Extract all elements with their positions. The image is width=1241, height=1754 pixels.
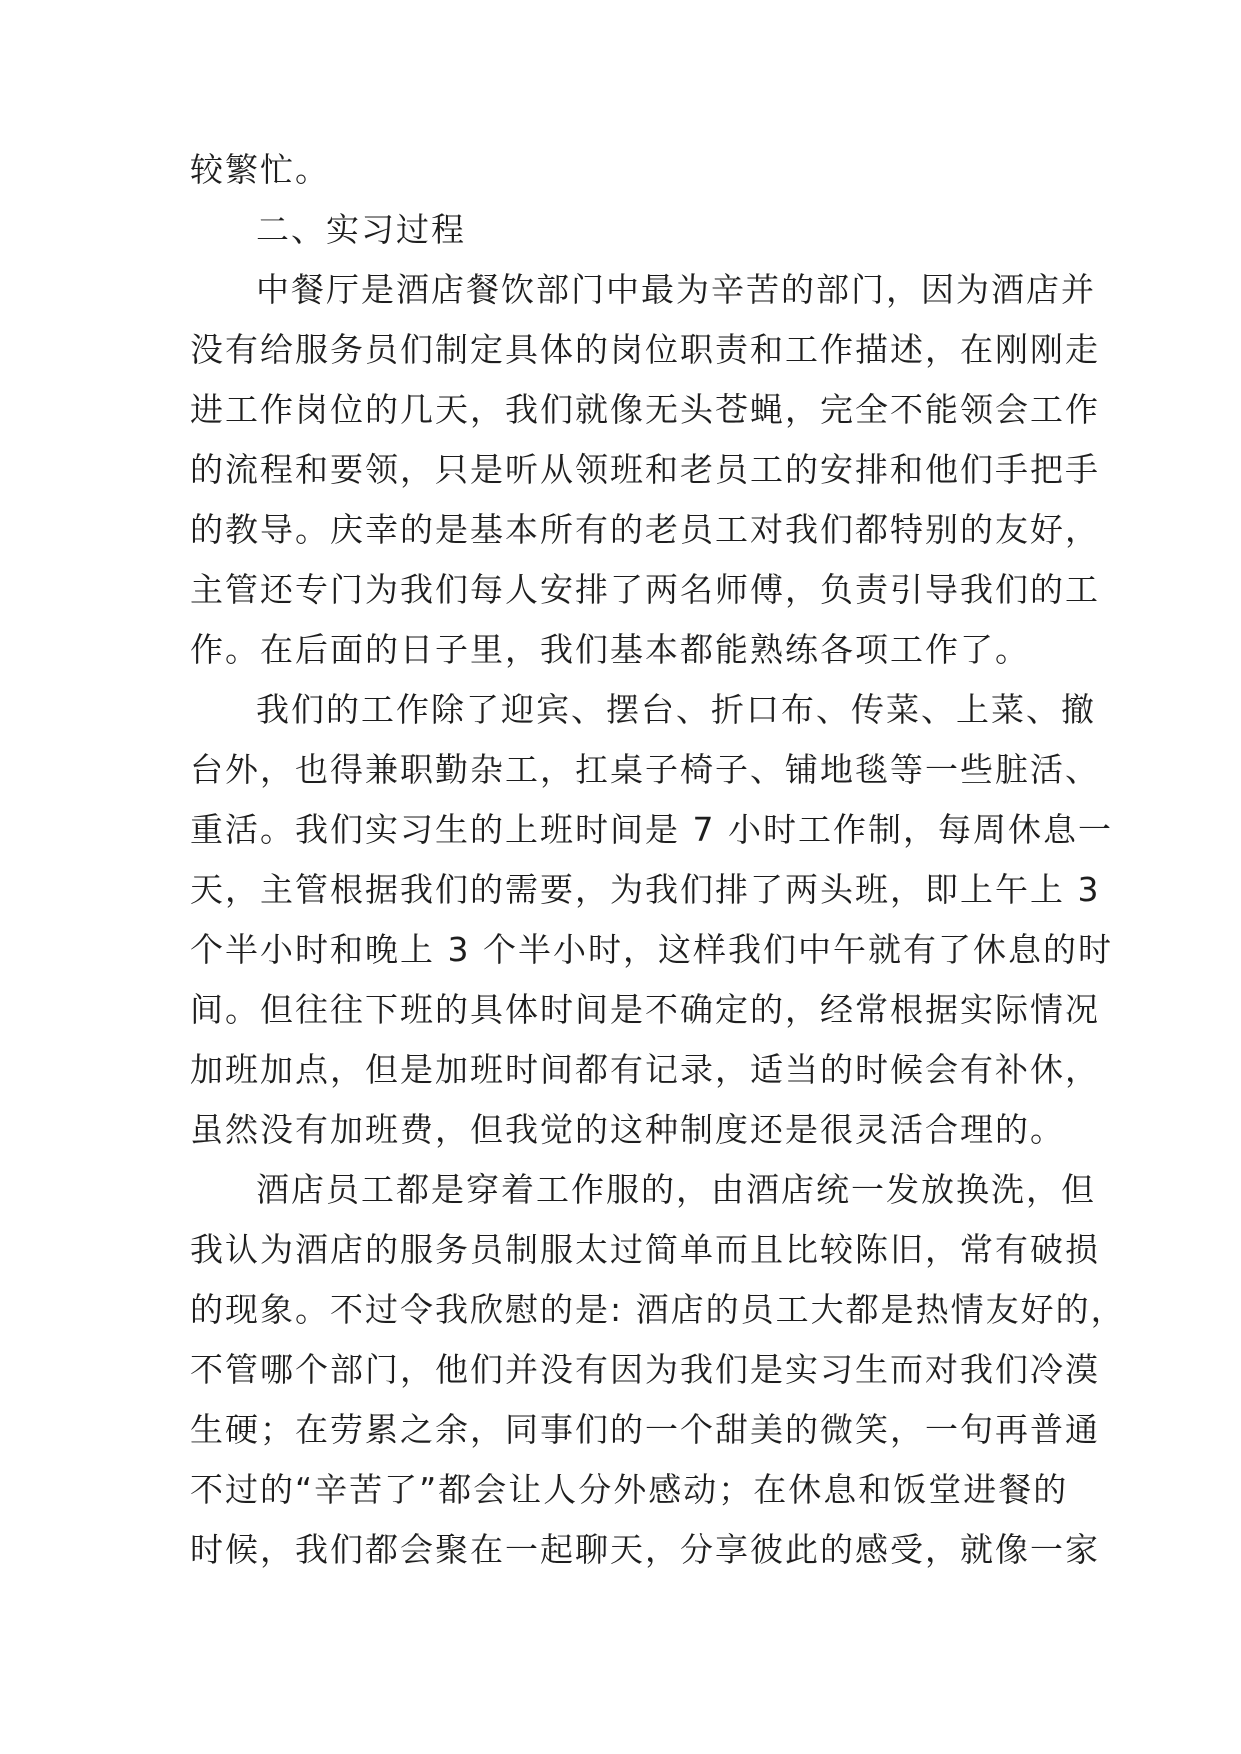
text-line: 重活。我们实习生的上班时间是 7 小时工作制，每周休息一 (190, 810, 1113, 849)
text-line: 没有给服务员们制定具体的岗位职责和工作描述，在刚刚走 (190, 330, 1100, 369)
text-line: 不过的“辛苦了”都会让人分外感动；在休息和饭堂进餐的 (190, 1470, 1069, 1509)
text-line: 生硬；在劳累之余，同事们的一个甜美的微笑，一句再普通 (190, 1410, 1100, 1449)
text-line: 天，主管根据我们的需要，为我们排了两头班，即上午上 3 (190, 870, 1101, 909)
text-line: 我们的工作除了迎宾、摆台、折口布、传菜、上菜、撤 (256, 690, 1096, 729)
text-line: 主管还专门为我们每人安排了两名师傅，负责引导我们的工 (190, 570, 1100, 609)
text-line: 台外，也得兼职勤杂工，扛桌子椅子、铺地毯等一些脏活、 (190, 750, 1100, 789)
text-line: 间。但往往下班的具体时间是不确定的，经常根据实际情况 (190, 990, 1100, 1029)
text-line: 的流程和要领，只是听从领班和老员工的安排和他们手把手 (190, 450, 1100, 489)
text-line: 作。在后面的日子里，我们基本都能熟练各项工作了。 (190, 630, 1030, 669)
text-line: 进工作岗位的几天，我们就像无头苍蝇，完全不能领会工作 (190, 390, 1100, 429)
text-line: 较繁忙。 (190, 150, 330, 189)
text-line: 个半小时和晚上 3 个半小时，这样我们中午就有了休息的时 (190, 930, 1113, 969)
text-line: 我认为酒店的服务员制服太过简单而且比较陈旧，常有破损 (190, 1230, 1100, 1269)
text-line: 虽然没有加班费，但我觉的这种制度还是很灵活合理的。 (190, 1110, 1065, 1149)
text-line: 的现象。不过令我欣慰的是: 酒店的员工大都是热情友好的， (190, 1290, 1126, 1329)
text-line: 的教导。庆幸的是基本所有的老员工对我们都特别的友好， (190, 510, 1100, 549)
text-line: 时候，我们都会聚在一起聊天，分享彼此的感受，就像一家 (190, 1530, 1100, 1569)
text-line: 加班加点，但是加班时间都有记录，适当的时候会有补休， (190, 1050, 1100, 1089)
text-line: 中餐厅是酒店餐饮部门中最为辛苦的部门，因为酒店并 (256, 270, 1096, 309)
text-line: 酒店员工都是穿着工作服的，由酒店统一发放换洗，但 (256, 1170, 1096, 1209)
text-line: 不管哪个部门，他们并没有因为我们是实习生而对我们冷漠 (190, 1350, 1100, 1389)
section-heading: 二、实习过程 (256, 210, 466, 249)
